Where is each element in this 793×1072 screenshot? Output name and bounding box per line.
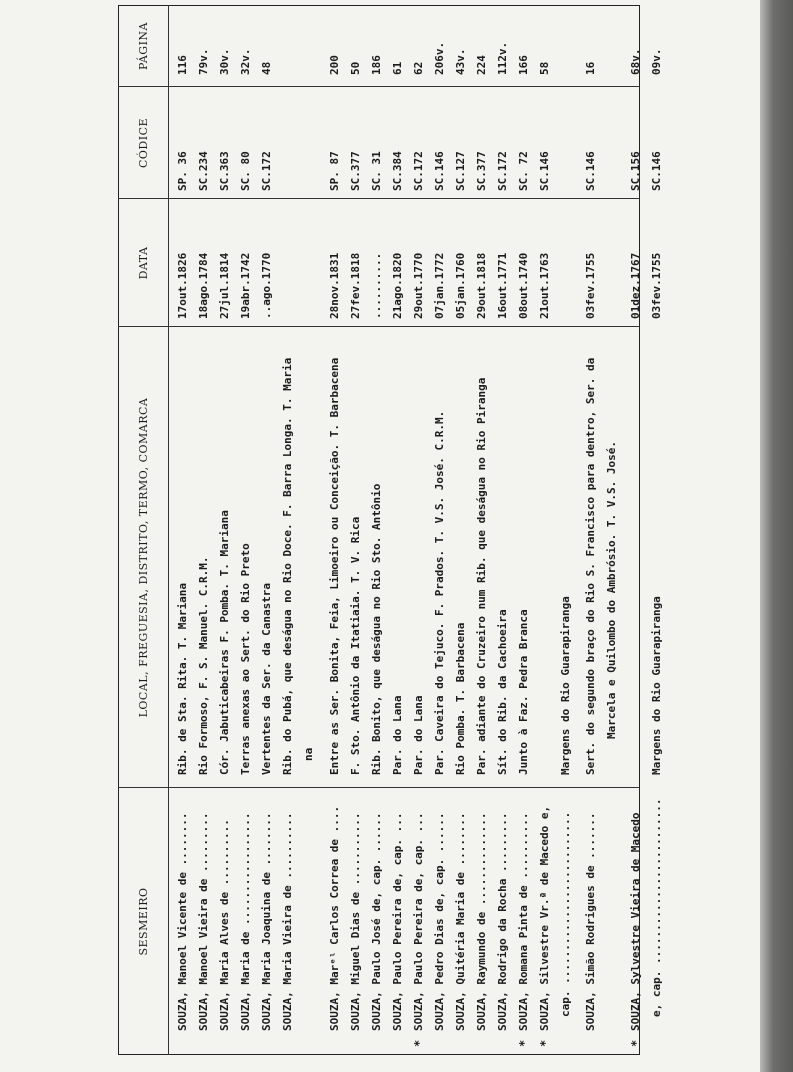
- column-divider: [118, 86, 640, 87]
- cell-pagina: 62: [412, 61, 425, 75]
- cell-sesmeiro: SOUZA, Paulo José de, cap. ......: [370, 812, 383, 1031]
- cell-pagina: 32v.: [239, 48, 252, 75]
- cell-pagina: 224: [475, 55, 488, 75]
- cell-data: 08out.1740: [517, 252, 530, 319]
- cell-local: Terras anexas ao Sert. do Rio Preto: [239, 543, 252, 775]
- cell-codice: SC.384: [391, 151, 404, 191]
- cell-pagina: 166: [517, 55, 530, 75]
- cell-sesmeiro: SOUZA, Marᵉˡ Carlos Correa de ....: [328, 805, 341, 1031]
- cell-sesmeiro: SOUZA, Maria de .................: [239, 812, 252, 1031]
- cell-local: Entre as Ser. Bonita, Feia, Limoeiro ou Conceição. T. Barbacena: [328, 357, 341, 775]
- cell-data: 03fev.1755: [650, 252, 663, 319]
- cell-codice: SC.156: [629, 151, 642, 191]
- cell-codice: SC.234: [197, 151, 210, 191]
- header-rule: [168, 5, 169, 1055]
- cell-data: 27jul.1814: [218, 252, 231, 319]
- cell-sesmeiro: SOUZA, Maria Vieira de ..........: [281, 812, 294, 1031]
- cell-sesmeiro: SOUZA, Paulo Pereira de, cap. ...: [391, 812, 404, 1031]
- cell-pagina: 43v.: [454, 48, 467, 75]
- header-data: DATA: [136, 246, 150, 280]
- cell-data: 28nov.1831: [328, 252, 341, 319]
- cell-codice: SC.172: [496, 151, 509, 191]
- cell-codice: SP. 36: [176, 151, 189, 191]
- scan-page-edge: [760, 0, 793, 1072]
- cell-sesmeiro: SOUZA, Miguel Dias de ...........: [349, 812, 362, 1031]
- cell-local: Par. adiante do Cruzeiro num Rib. que deságua no Rio Piranga: [475, 377, 488, 775]
- cell-pagina: 09v.: [650, 48, 663, 75]
- cell-codice: SC. 80: [239, 151, 252, 191]
- cell-local: Marcela e Quilombo do Ambrósio. T. V.S. José.: [605, 440, 618, 739]
- cell-sesmeiro: e, cap. .........................: [650, 798, 663, 1017]
- cell-pagina: 50: [349, 61, 362, 75]
- cell-sesmeiro: SOUZA, Romana Pinta de ..........: [517, 812, 530, 1031]
- cell-data: ..ago.1770: [260, 252, 273, 319]
- cell-codice: SC.363: [218, 151, 231, 191]
- cell-local: Margens do Rio Guarapiranga: [559, 596, 572, 775]
- row-asterisk-mark: *: [517, 1039, 531, 1047]
- cell-pagina: 58: [538, 61, 551, 75]
- cell-pagina: 116: [176, 55, 189, 75]
- cell-sesmeiro: SOUZA, Paulo Pereira de, cap. ...: [412, 812, 425, 1031]
- cell-codice: SC.146: [584, 151, 597, 191]
- cell-data: 07jan.1772: [433, 252, 446, 319]
- cell-pagina: 30v.: [218, 48, 231, 75]
- cell-sesmeiro: SOUZA, Raymundo de ..............: [475, 812, 488, 1031]
- cell-local: Rib. do Pubá, que deságua no Rio Doce. F. Barra Longa. T. Maria: [281, 357, 294, 775]
- cell-pagina: 112v.: [496, 41, 509, 75]
- row-asterisk-mark: *: [412, 1039, 426, 1047]
- cell-data: 29out.1770: [412, 252, 425, 319]
- rotated-table-sheet: [118, 5, 663, 1055]
- cell-data: 21ago.1820: [391, 252, 404, 319]
- column-divider: [118, 198, 640, 199]
- cell-sesmeiro: SOUZA, Manoel Vicente de ........: [176, 812, 189, 1031]
- cell-sesmeiro: SOUZA, Maria Joaquina de ........: [260, 812, 273, 1031]
- header-pagina: PÁGINA: [136, 21, 150, 71]
- cell-codice: SC.146: [650, 151, 663, 191]
- cell-local: Rib. Bonito, que deságua no Rio Sto. Antônio: [370, 483, 383, 775]
- cell-local: Par. do Lana: [412, 695, 425, 775]
- cell-pagina: 48: [260, 61, 273, 75]
- cell-local: Junto à Faz. Pedra Branca: [517, 609, 530, 775]
- cell-codice: SC.146: [538, 151, 551, 191]
- cell-local: Rib. de Sta. Rita. T. Mariana: [176, 582, 189, 775]
- cell-data: 21out.1763: [538, 252, 551, 319]
- cell-sesmeiro: cap. ..........................: [559, 811, 572, 1017]
- cell-codice: SC.172: [260, 151, 273, 191]
- cell-sesmeiro: SOUZA, Manoel Vieira de .........: [197, 812, 210, 1031]
- cell-sesmeiro: SOUZA, Quitéria Maria de ........: [454, 812, 467, 1031]
- cell-local: Vertentes da Ser. da Canastra: [260, 582, 273, 775]
- cell-data: 01dez.1767: [629, 252, 642, 319]
- cell-local: Rio Pomba. T. Barbacena: [454, 622, 467, 775]
- cell-data: 17out.1826: [176, 252, 189, 319]
- cell-pagina: 200: [328, 55, 341, 75]
- cell-sesmeiro: SOUZA, Simão Rodrigues de .......: [584, 812, 597, 1031]
- cell-codice: SC.127: [454, 151, 467, 191]
- header-codice: CÓDICE: [136, 117, 150, 169]
- column-divider: [118, 326, 640, 327]
- column-divider: [118, 787, 640, 788]
- cell-codice: SC.172: [412, 151, 425, 191]
- cell-data: ..........: [370, 252, 383, 319]
- row-asterisk-mark: *: [538, 1039, 552, 1047]
- cell-sesmeiro: SOUZA, Rodrigo da Rocha .........: [496, 812, 509, 1031]
- header-sesmeiro: SESMEIRO: [136, 887, 150, 956]
- cell-pagina: 61: [391, 61, 404, 75]
- cell-local: na: [302, 747, 315, 761]
- cell-local: Rio Formoso, F. S. Manuel. C.R.M.: [197, 556, 210, 775]
- cell-pagina: 79v.: [197, 48, 210, 75]
- cell-data: 16out.1771: [496, 252, 509, 319]
- cell-data: 29out.1818: [475, 252, 488, 319]
- header-local: LOCAL, FREGUESIA, DISTRITO, TERMO, COMARCA: [136, 397, 150, 718]
- cell-pagina: 206v.: [433, 41, 446, 75]
- cell-local: Par. Caveira do Tejuco. F. Prados. T. V.S. José. C.R.M.: [433, 410, 446, 775]
- cell-codice: SC. 31: [370, 151, 383, 191]
- cell-pagina: 16: [584, 61, 597, 75]
- cell-pagina: 186: [370, 55, 383, 75]
- cell-data: 03fev.1755: [584, 252, 597, 319]
- row-asterisk-mark: *: [629, 1039, 643, 1047]
- cell-data: 19abr.1742: [239, 252, 252, 319]
- cell-codice: SC.146: [433, 151, 446, 191]
- cell-codice: SP. 87: [328, 151, 341, 191]
- cell-sesmeiro: SOUZA, Pedro Dias de, cap. ......: [433, 812, 446, 1031]
- cell-codice: SC.377: [475, 151, 488, 191]
- cell-local: F. Sto. Antônio da Itatiaia. T. V. Rica: [349, 516, 362, 775]
- cell-codice: SC.377: [349, 151, 362, 191]
- cell-data: 18ago.1784: [197, 252, 210, 319]
- cell-local: Par. do Lana: [391, 695, 404, 775]
- cell-local: Sert. do segundo braço do Rio S. Francisco para dentro, Ser. da: [584, 357, 597, 775]
- cell-sesmeiro: SOUZA, Sylvestre Vieira de Macedo: [629, 812, 642, 1031]
- cell-data: 27fev.1818: [349, 252, 362, 319]
- cell-local: Margens do Rio Guarapiranga: [650, 596, 663, 775]
- cell-data: 05jan.1760: [454, 252, 467, 319]
- cell-local: Sít. do Rib. da Cachoeira: [496, 609, 509, 775]
- cell-local: Cór. Jabuticabeiras F. Pomba. T. Mariana: [218, 510, 231, 775]
- cell-pagina: 68v.: [629, 48, 642, 75]
- cell-codice: SC. 72: [517, 151, 530, 191]
- cell-sesmeiro: SOUZA, Silvestre Vr.ª de Macedo e,: [538, 805, 551, 1031]
- cell-sesmeiro: SOUZA, Maria Alves de ..........: [218, 819, 231, 1031]
